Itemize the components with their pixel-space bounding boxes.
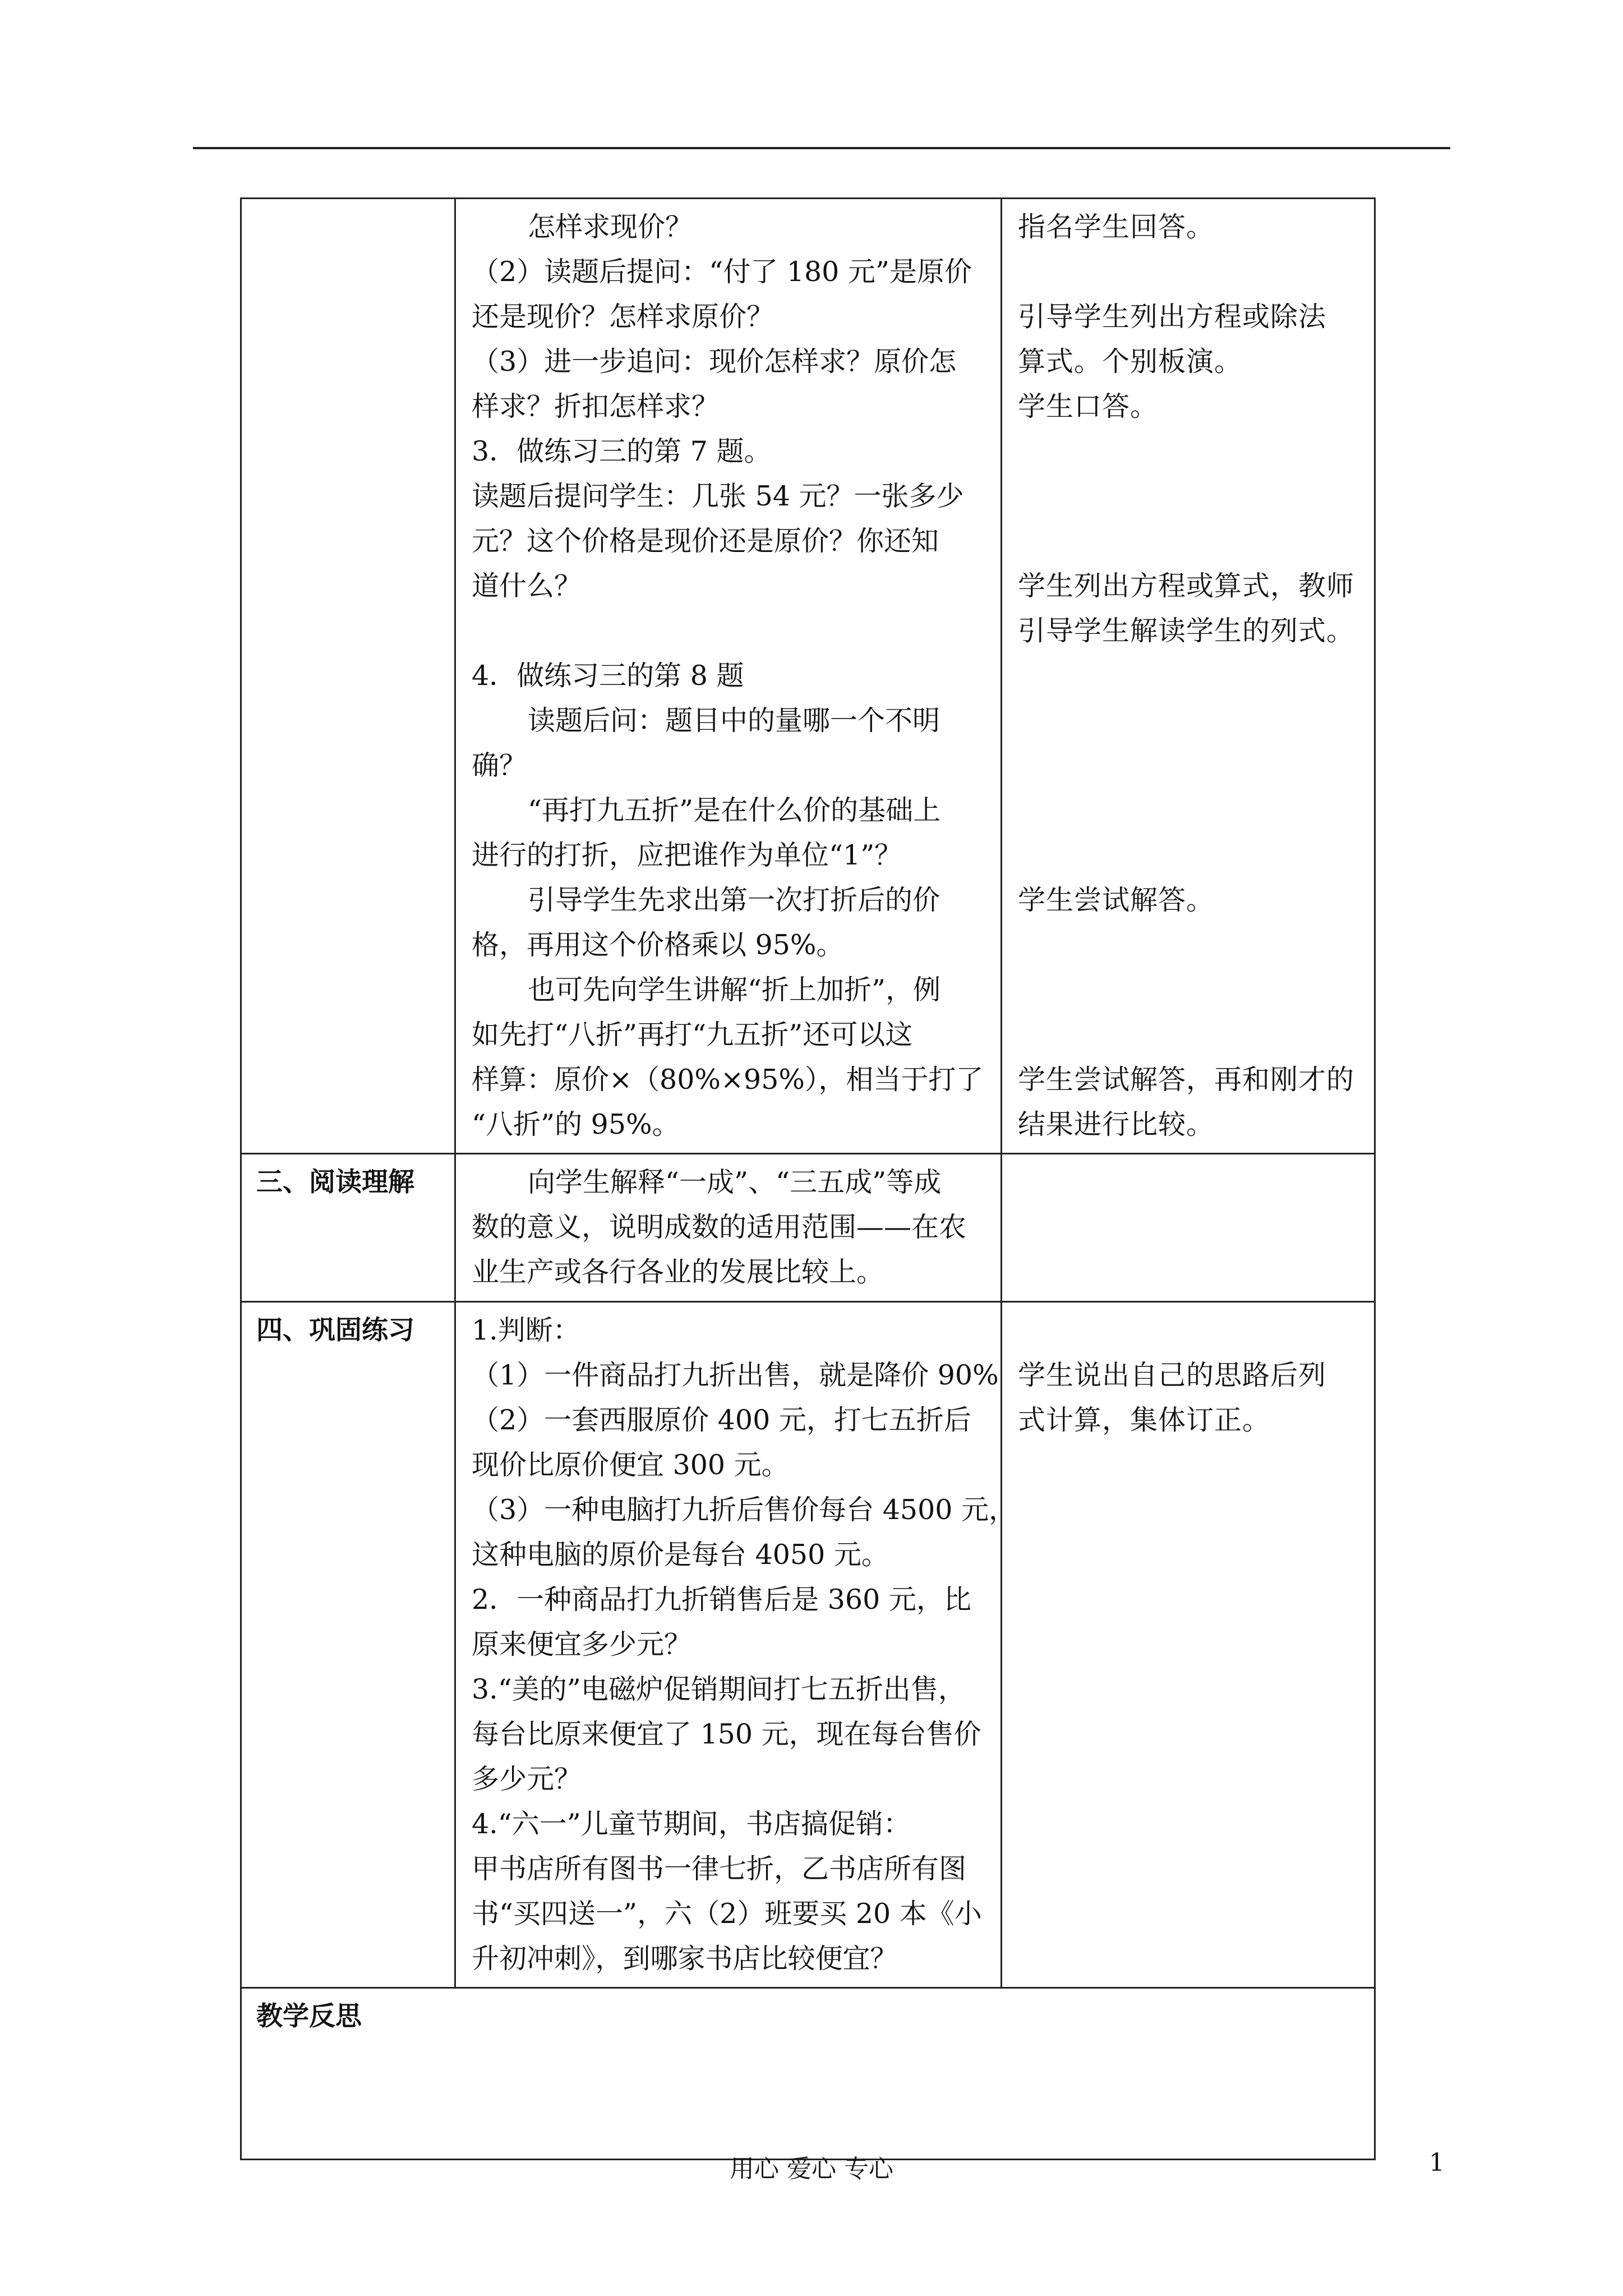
header-rule: [193, 147, 1450, 149]
teacher-text-line: 向学生解释“一成”、“三五成”等成: [528, 1166, 942, 1198]
teacher-text-line: （3）进一步追问：现价怎样求？原价怎: [472, 346, 957, 378]
teacher-text-line: 样算：原价×（80%×95%），相当于打了: [472, 1064, 984, 1096]
teacher-text-line: 3.“美的”电磁炉促销期间打七五折出售，: [472, 1673, 966, 1705]
student-text-line: [1018, 654, 1362, 698]
student-text-line: [1018, 833, 1362, 878]
teacher-text-line: 样求？折扣怎样求？: [472, 390, 720, 422]
student-activity-cell: [1002, 199, 1375, 1154]
student-text-line: 算式。个别板演。: [1018, 346, 1243, 378]
table-row: [241, 1302, 1375, 1988]
teaching-reflection-label: 教学反思: [241, 1988, 1375, 2160]
teacher-text-line: 业生产或各行各业的发展比较上。: [472, 1256, 884, 1288]
student-text-line: [1018, 250, 1362, 295]
student-text-line: [1018, 519, 1362, 564]
teacher-text-line: 数的意义，说明成数的适用范围——在农: [472, 1211, 967, 1243]
teacher-text-line: 如先打“八折”再打“九五折”还可以这: [472, 1019, 913, 1051]
teacher-text-line: 格，再用这个价格乘以 95%。: [472, 929, 844, 961]
teacher-text-line: 还是现价？怎样求原价？: [472, 301, 774, 333]
teacher-text-line: 怎样求现价？: [528, 211, 693, 243]
footer-text: 用心 爱心 专心: [730, 2155, 893, 2183]
student-text-line: 学生列出方程或算式，教师: [1018, 570, 1355, 602]
table-row: [241, 1154, 1375, 1302]
teacher-text-line: 4.“六一”儿童节期间，书店搞促销：: [472, 1808, 911, 1840]
stage-cell: 四、巩固练习: [241, 1302, 455, 1988]
page-number: 1: [1429, 2148, 1445, 2177]
student-text-line: [1018, 474, 1362, 519]
teacher-text-line: “再打九五折”是在什么价的基础上: [528, 794, 941, 826]
student-text-line: 学生尝试解答，再和刚才的: [1018, 1064, 1355, 1096]
teacher-text-line: 也可先向学生讲解“折上加折”，例: [528, 974, 941, 1006]
student-text-line: 式计算，集体订正。: [1018, 1404, 1271, 1436]
student-activity-cell: [1002, 1154, 1375, 1302]
teacher-text-line: （1）一件商品打九折出售，就是降价 90%: [472, 1359, 999, 1391]
teacher-text-line: 读题后提问学生：几张 54 元？一张多少: [472, 480, 964, 512]
teacher-text-line: 升初冲刺》，到哪家书店比较便宜？: [472, 1943, 898, 1975]
lesson-plan-table: [240, 197, 1376, 2160]
teacher-text-line: 书“买四送一”，六（2）班要买 20 本《小: [472, 1898, 982, 1930]
teacher-text-line: 元？这个价格是现价还是原价？你还知: [472, 525, 939, 557]
teacher-text-line: 道什么？: [472, 570, 582, 602]
reflection-row: [241, 1988, 1375, 2160]
stage-cell: 三、阅读理解: [241, 1154, 455, 1302]
student-activity-cell: [1002, 1302, 1375, 1988]
student-text-line: [1018, 429, 1362, 474]
teacher-text-line: [472, 609, 988, 654]
student-text-line: 引导学生解读学生的列式。: [1018, 615, 1355, 647]
teacher-text-line: 确？: [472, 749, 527, 781]
teacher-text-line: 现价比原价便宜 300 元。: [472, 1449, 789, 1481]
teacher-activity-cell: [455, 1302, 1017, 1988]
teacher-text-line: （2）一套西服原价 400 元，打七五折后: [472, 1404, 971, 1436]
student-text-line: [1018, 1308, 1362, 1353]
teacher-text-line: 每台比原来便宜了 150 元，现在每台售价: [472, 1718, 981, 1750]
teacher-text-line: 1.判断：: [472, 1314, 580, 1346]
teacher-text-line: 2．一种商品打九折销售后是 360 元，比: [472, 1584, 971, 1616]
student-text-line: 学生尝试解答。: [1018, 884, 1215, 916]
student-text-line: 引导学生列出方程或除法: [1018, 301, 1327, 333]
student-text-line: [1018, 1013, 1362, 1057]
student-text-line: 学生说出自己的思路后列: [1018, 1359, 1327, 1391]
teacher-text-line: 引导学生先求出第一次打折后的价: [528, 884, 940, 916]
table-row: [241, 199, 1375, 1154]
teacher-text-line: （2）读题后提问：“付了 180 元”是原价: [472, 256, 972, 288]
student-text-line: 结果进行比较。: [1018, 1108, 1215, 1140]
teacher-activity-cell: [455, 199, 1002, 1154]
teacher-text-line: 进行的打折，应把谁作为单位“1”？: [472, 839, 902, 871]
teacher-text-line: 甲书店所有图书一律七折，乙书店所有图: [472, 1853, 967, 1885]
teacher-text-line: “八折”的 95%。: [472, 1108, 680, 1140]
student-text-line: [1018, 743, 1362, 788]
teacher-activity-cell: [455, 1154, 1002, 1302]
teacher-text-line: 多少元？: [472, 1763, 582, 1795]
student-text-line: [1018, 788, 1362, 833]
stage-cell: [241, 199, 455, 1154]
student-text-line: [1018, 923, 1362, 968]
teacher-text-line: 3．做练习三的第 7 题。: [472, 435, 772, 467]
student-text-line: [1018, 968, 1362, 1013]
student-text-line: [1018, 698, 1362, 743]
student-text-line: 指名学生回答。: [1018, 211, 1215, 243]
student-text-line: 学生口答。: [1018, 390, 1159, 422]
teacher-text-line: 读题后问：题目中的量哪一个不明: [528, 705, 940, 737]
teacher-text-line: 4．做练习三的第 8 题: [472, 660, 744, 692]
teacher-text-line: （3）一种电脑打九折后售价每台 4500 元，: [472, 1494, 1017, 1526]
teacher-text-line: 这种电脑的原价是每台 4050 元。: [472, 1539, 889, 1571]
teacher-text-line: 原来便宜多少元？: [472, 1628, 692, 1660]
